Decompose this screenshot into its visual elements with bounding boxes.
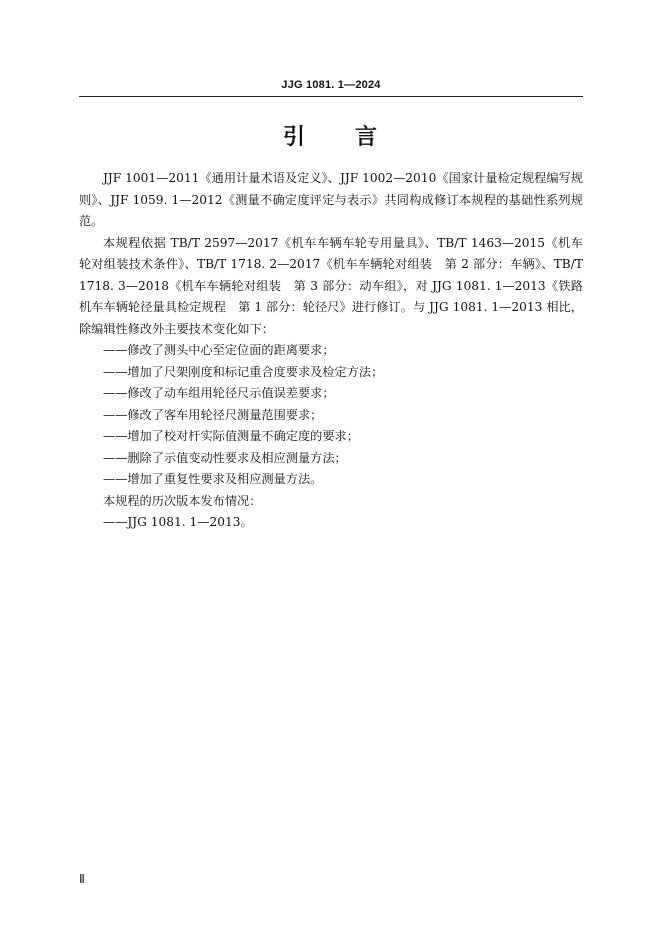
change-item: ——修改了动车组用轮径尺示值误差要求； — [103, 386, 335, 400]
header-divider — [79, 96, 583, 97]
change-item: ——修改了测头中心至定位面的距离要求； — [103, 343, 335, 357]
change-item: ——删除了示值变动性要求及相应测量方法； — [103, 450, 347, 465]
change-item: ——增加了重复性要求及相应测量方法。 — [103, 472, 323, 486]
change-item: ——增加了校对杆实际值测量不确定度的要求； — [103, 429, 359, 443]
history-item: ——JJG 1081. 1—2013。 — [103, 515, 253, 529]
change-item: ——增加了尺架刚度和标记重合度要求及检定方法； — [103, 364, 384, 379]
document-code-header: JJG 1081. 1—2024 — [281, 79, 381, 91]
page-title-char-1: 引 — [282, 125, 307, 150]
page-number: Ⅱ — [79, 872, 85, 886]
paragraph-revision-basis: 本规程依据 TB/T 2597—2017《机车车辆车轮专用量具》、TB/T 1463—2015《机车轮对组装技术条件》、TB/T 1718. 2—2017《机车车辆轮对组装 第 2 部分：车辆》、TB/T 1718. 3—2018《机车车辆轮对组装 第 3 部分：动车组》，对 JJG 1081. 1—2013《铁路机车车辆轮径量具检定规程 第 1 部分：轮径尺》进行修订。与 JJG 1081. 1—2013 相比，除编辑性修改外主要技术变化如下： — [79, 235, 583, 336]
document-body — [79, 168, 583, 534]
change-item: ——修改了客车用轮径尺测量范围要求； — [103, 407, 323, 422]
page-title — [0, 120, 662, 151]
page-title-char-2: 言 — [355, 125, 380, 150]
history-intro: 本规程的历次版本发布情况： — [103, 493, 262, 508]
paragraph-basis-standards: JJF 1001—2011《通用计量术语及定义》、JJF 1002—2010《国家计量检定规程编写规则》、JJF 1059. 1—2012《测量不确定度评定与表示》共同构成修订本规程的基础性系列规范。 — [79, 171, 583, 228]
